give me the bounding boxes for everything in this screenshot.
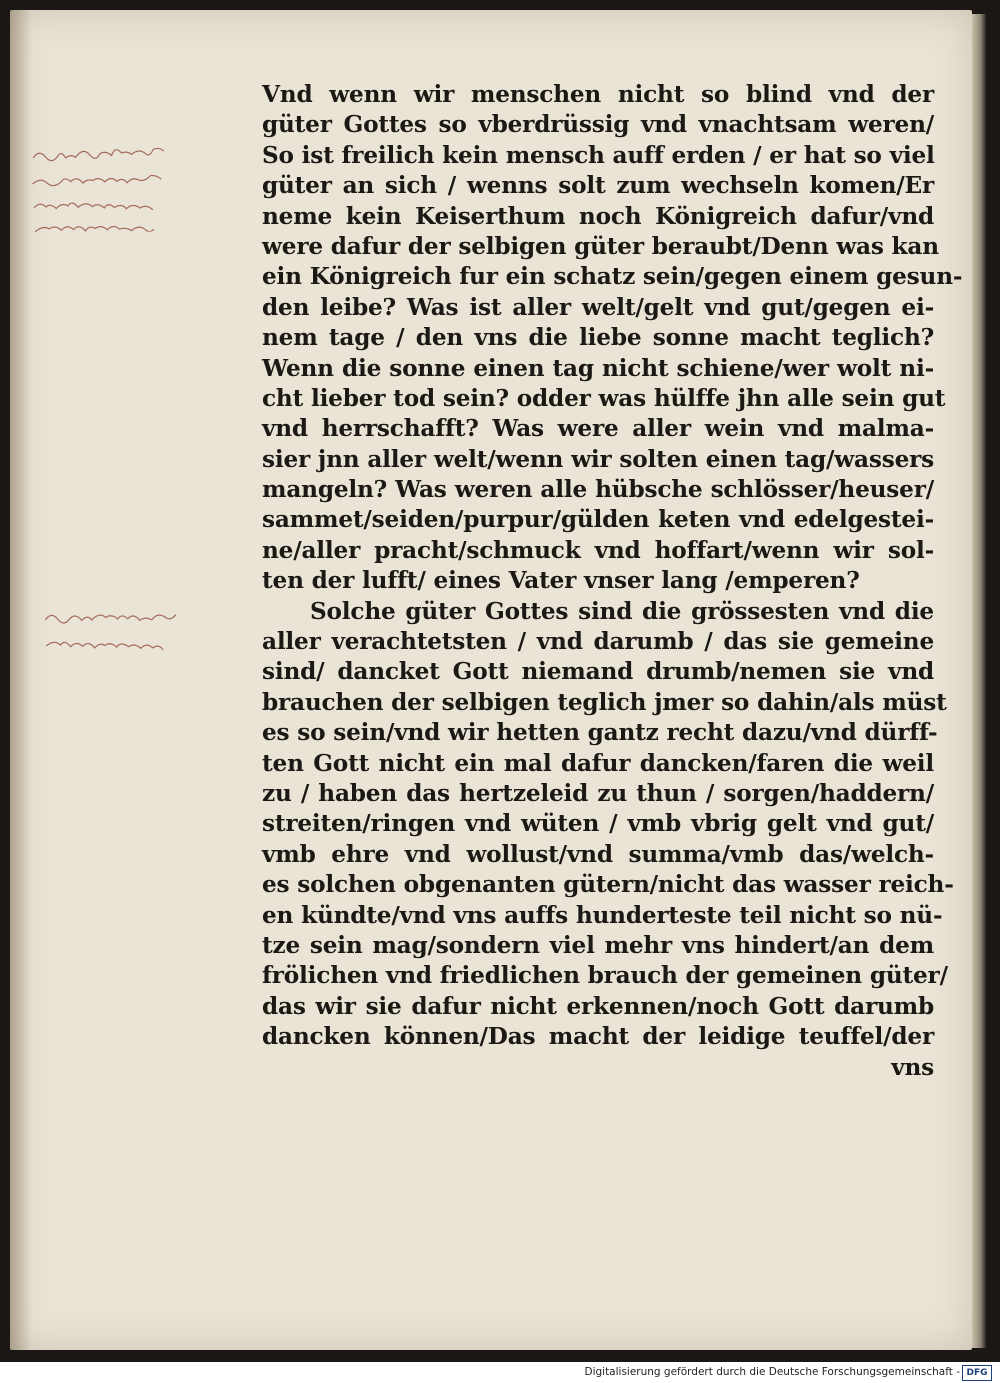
handwritten-marginal-note xyxy=(24,126,259,238)
text-line: Solche güter Gottes sind die grössesten vnd die xyxy=(310,597,934,625)
text-line: es solchen obgenanten gütern/nicht das wasser reich- xyxy=(262,871,954,899)
catchword: vns xyxy=(891,1053,934,1081)
main-text-block xyxy=(262,80,963,1083)
funding-credit: Digitalisierung gefördert durch die Deutsche Forschungsgemeinschaft - xyxy=(584,1366,960,1378)
text-line: sind/ dancket Gott niemand drumb/nemen sie vnd xyxy=(262,658,934,686)
text-line: mangeln? Was weren alle hübsche schlösser/heuser/ xyxy=(262,476,934,504)
text-line: es so sein/vnd wir hetten gantz recht dazu/vnd dürff- xyxy=(262,719,938,747)
text-line: tze sein mag/sondern viel mehr vns hindert/an dem xyxy=(262,931,934,959)
text-line: güter Gottes so vberdrüssig vnd vnachtsam weren/ xyxy=(262,111,934,139)
text-line: brauchen der selbigen teglich jmer so dahin/als müst xyxy=(262,688,947,716)
text-line: en kündte/vnd vns auffs hunderteste teil nicht so nü- xyxy=(262,901,943,929)
text-line: zu / haben das hertzeleid zu thun / sorgen/haddern/ xyxy=(262,779,934,807)
dfg-logo-icon: DFG xyxy=(962,1365,992,1381)
text-line: neme kein Keiserthum noch Königreich dafur/vnd xyxy=(262,202,934,230)
handwritten-marginal-note-2 xyxy=(33,592,265,660)
text-line: Wenn die sonne einen tag nicht schiene/wer wolt ni- xyxy=(262,354,934,382)
text-line: were dafur der selbigen güter beraubt/Denn was kan xyxy=(262,232,939,260)
text-line: das wir sie dafur nicht erkennen/noch Gott darumb xyxy=(262,992,934,1020)
footer-bar xyxy=(0,1362,1000,1383)
text-line: cht lieber tod sein? odder was hülffe jhn alle sein gut xyxy=(262,384,946,412)
text-line: ten der lufft/ eines Vater vnser lang /emperen? xyxy=(262,567,860,595)
text-line: sammet/seiden/purpur/gülden keten vnd edelgestei- xyxy=(262,506,934,534)
page-edge xyxy=(972,14,986,1348)
text-line: ein Königreich fur ein schatz sein/gegen einem gesun- xyxy=(262,263,963,291)
text-line: frölichen vnd friedlichen brauch der gemeinen güter/ xyxy=(262,962,948,990)
text-line: den leibe? Was ist aller welt/gelt vnd gut/gegen ei- xyxy=(262,293,934,321)
text-line: sier jnn aller welt/wenn wir solten einen tag/wassers xyxy=(262,445,934,473)
text-line: streiten/ringen vnd wüten / vmb vbrig gelt vnd gut/ xyxy=(262,810,934,838)
text-line: güter an sich / wenns solt zum wechseln komen/Er xyxy=(262,172,934,200)
text-line: vmb ehre vnd wollust/vnd summa/vmb das/welch- xyxy=(262,840,934,868)
text-line: aller verachtetsten / vnd darumb / das sie gemeine xyxy=(262,628,934,656)
text-line: nem tage / den vns die liebe sonne macht teglich? xyxy=(262,324,934,352)
text-line: ten Gott nicht ein mal dafur dancken/faren die weil xyxy=(262,749,934,777)
text-line: vnd herrschafft? Was were aller wein vnd malma- xyxy=(262,415,934,443)
text-line: dancken können/Das macht der leidige teuffel/der xyxy=(262,1023,934,1051)
text-line: ne/aller pracht/schmuck vnd hoffart/wenn wir sol- xyxy=(262,536,934,564)
text-line: Vnd wenn wir menschen nicht so blind vnd der xyxy=(262,81,934,108)
text-line: So ist freilich kein mensch auff erden / er hat so viel xyxy=(262,141,935,169)
